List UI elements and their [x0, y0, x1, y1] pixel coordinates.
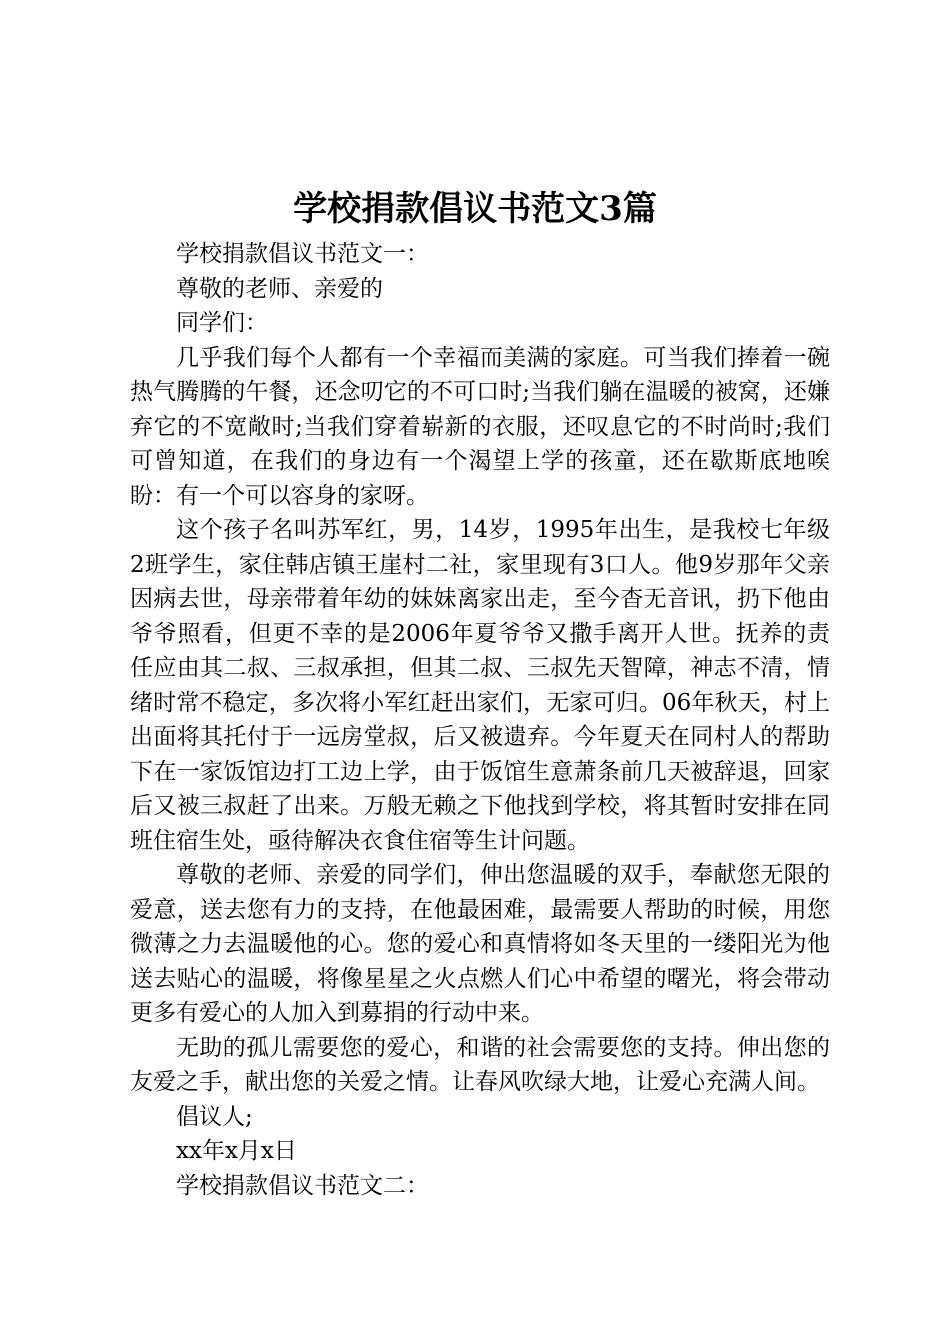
salutation-line-2: 同学们：: [176, 310, 268, 336]
document-title: 学校捐款倡议书范文3篇: [293, 189, 657, 229]
signature-line: 倡议人;: [176, 1103, 253, 1130]
section-heading-1: 学校捐款倡议书范文一：: [176, 241, 429, 267]
body-paragraph: 几乎我们每个人都有一个幸福而美满的家庭。可当我们捧着一碗热气腾腾的午餐，还念叨它的不可口时;当我们躺在温暖的被窝，还嫌弃它的不宽敞时;当我们穿着崭新的衣服，还叹息它的不时尚时;我们可曾知道，在我们的身边有一个渴望上学的孩童，还在歇斯底地唉盼：有一个可以容身的家呀。: [130, 344, 830, 509]
body-paragraph: 尊敬的老师、亲爱的同学们，伸出您温暖的双手，奉献您无限的爱意，送去您有力的支持，在他最困难，最需要人帮助的时候，用您微薄之力去温暖他的心。您的爱心和真情将如冬天里的一缕阳光为他送去贴心的温暖，将像星星之火点燃人们心中希望的曙光，将会带动更多有爱心的人加入到募捐的行动中来。: [130, 862, 830, 1026]
salutation-line-1: 尊敬的老师、亲爱的: [176, 275, 383, 302]
section-heading-2: 学校捐款倡议书范文二：: [176, 1172, 429, 1199]
body-paragraph: 无助的孤儿需要您的爱心，和谐的社会需要您的支持。伸出您的友爱之手，献出您的关爱之情。让春风吹绿大地，让爱心充满人间。: [130, 1034, 830, 1095]
date-line: xx年x月x日: [176, 1138, 297, 1164]
body-paragraph: 这个孩子名叫苏军红，男，14岁，1995年出生，是我校七年级2班学生，家住韩店镇王崖村二社，家里现有3口人。他9岁那年父亲因病去世，母亲带着年幼的妹妹离家出走，至今杳无音讯，扔下他由爷爷照看，但更不幸的是2006年夏爷爷又撒手离开人世。抚养的责任应由其二叔、三叔承担，但其二叔、三叔先天智障，神志不清，情绪时常不稳定，多次将小军红赶出家们，无家可归。06年秋天，村上出面将其托付于一远房堂叔，后又被遗弃。今年夏天在同村人的帮助下在一家饭馆边打工边上学，由于饭馆生意萧条前几天被辞退，回家后又被三叔赶了出来。万般无赖之下他找到学校，将其暂时安排在同班住宿生处，亟待解决衣食住宿等生计问题。: [130, 517, 830, 854]
document-body: [130, 237, 830, 1203]
